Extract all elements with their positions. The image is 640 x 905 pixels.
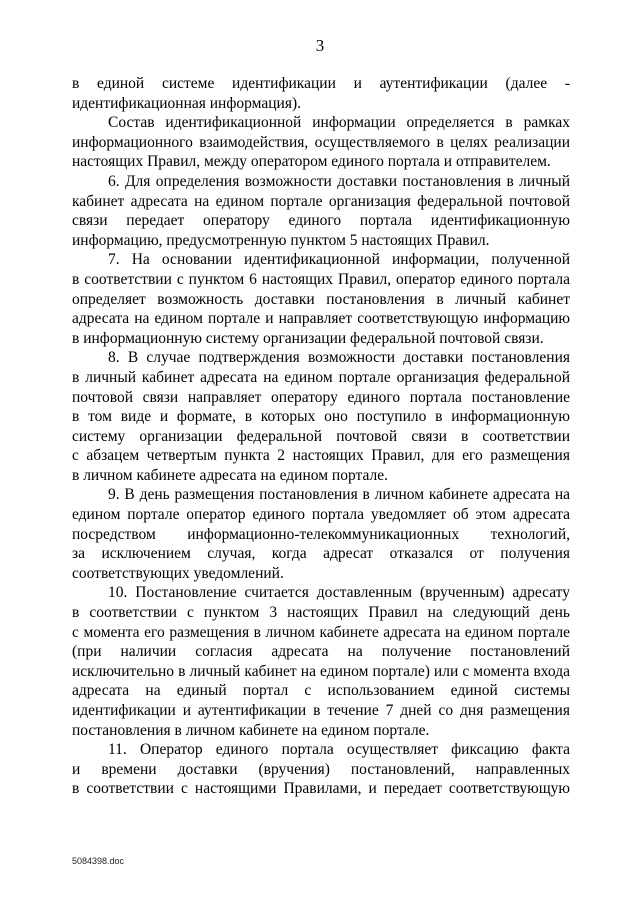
text-line: Состав идентификационной информации определяется в рамках — [108, 114, 570, 132]
text-line: настоящих Правил, между оператором единого портала и отправителем. — [72, 153, 551, 171]
text-line: в том виде и формате, в которых оно поступило в информационную — [72, 408, 570, 426]
text-line: кабинет адресата на едином портале организация федеральной почтовой — [72, 192, 570, 210]
text-line: в соответствии с настоящими Правилами, и передает соответствующую — [72, 780, 570, 798]
text-line: почтовой связи направляет оператору единого портала постановление — [72, 388, 570, 406]
text-line: посредством информационно-телекоммуникационных технологий, — [72, 525, 570, 543]
document-file-code: 5084398.doc — [72, 856, 125, 866]
text-line: за исключением случая, когда адресат отказался от получения — [72, 545, 570, 563]
text-line: определяет возможность доставки постановления в личный кабинет — [72, 290, 570, 308]
text-line: с абзацем четвертым пункта 2 настоящих Правил, для его размещения — [72, 447, 570, 465]
page-number: 3 — [315, 36, 325, 55]
text-line: исключительно в личный кабинет на едином портале) или с момента входа — [72, 662, 570, 680]
text-line: 10. Постановление считается доставленным (врученным) адресату — [108, 584, 570, 602]
text-line: информационного взаимодействия, осуществляемого в целях реализации — [72, 133, 570, 151]
text-line: адресата на единый портал с использованием единой системы — [72, 682, 570, 700]
text-line: 8. В случае подтверждения возможности доставки постановления — [108, 349, 570, 367]
text-line: в соответствии с пунктом 3 настоящих Правил на следующий день — [72, 604, 570, 622]
text-line: постановления в личном кабинете на едином портале. — [72, 721, 430, 739]
text-line: (при наличии согласия адресата на получение постановлений — [72, 643, 570, 661]
text-line: едином портале оператор единого портала уведомляет об этом адресата — [72, 506, 570, 524]
text-line: связи передает оператору единого портала идентификационную — [72, 212, 570, 230]
text-line: систему организации федеральной почтовой связи в соответствии — [72, 427, 570, 445]
text-line: в информационную систему организации федеральной почтовой связи. — [72, 329, 544, 347]
text-line: идентификации и аутентификации в течение 7 дней со дня размещения — [72, 702, 570, 719]
text-line: 9. В день размещения постановления в личном кабинете адресата на — [108, 486, 570, 504]
text-line: в соответствии с пунктом 6 настоящих Правил, оператор единого портала — [72, 270, 570, 288]
text-line: идентификационная информация). — [72, 94, 301, 112]
text-line: адресата на едином портале и направляет соответствующую информацию — [72, 310, 570, 328]
text-line: информацию, предусмотренную пунктом 5 настоящих Правил. — [72, 231, 490, 249]
text-line: в единой системе идентификации и аутентификации (далее - — [72, 75, 570, 92]
text-line: в личный кабинет адресата на едином портале организация федеральной — [72, 368, 570, 386]
text-line: и времени доставки (вручения) постановлений, направленных — [72, 760, 570, 778]
text-line: с момента его размещения в личном кабинете адресата на едином портале — [72, 623, 570, 641]
text-line: соответствующих уведомлений. — [72, 564, 284, 582]
text-line: 11. Оператор единого портала осуществляет фиксацию факта — [108, 741, 570, 759]
text-line: 6. Для определения возможности доставки постановления в личный — [108, 172, 570, 190]
document-body — [72, 74, 570, 799]
text-line: 7. На основании идентификационной информации, полученной — [108, 251, 570, 269]
text-line: в личном кабинете адресата на едином портале. — [72, 466, 388, 484]
